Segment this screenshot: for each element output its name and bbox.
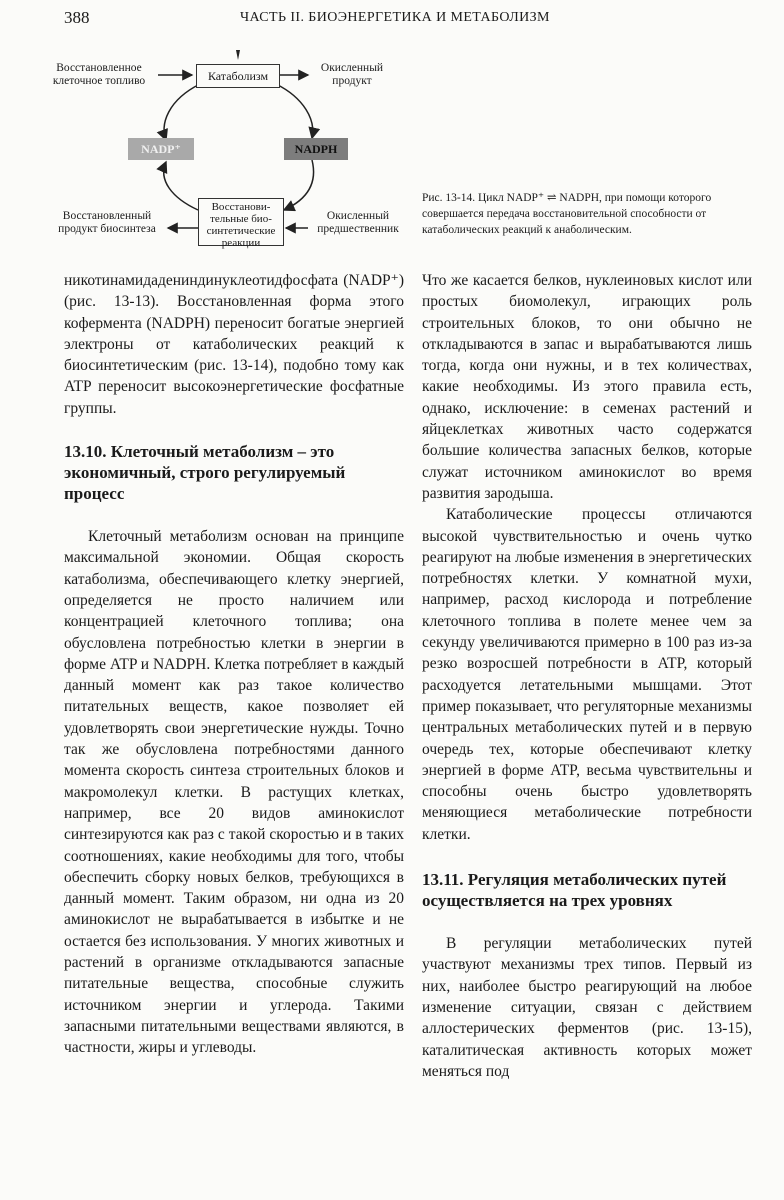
label-reduced-biosynthesis-product: Восстановленный продукт биосинтеза	[58, 210, 156, 236]
box-catabolism: Катаболизм	[196, 64, 280, 88]
paragraph: никотинамидадениндинуклеотидфосфата (NADP⁺) (рис. 13-13). Восстановленная форма этого кофермента (NADPH) переносит богатые энергией электроны от катаболических реакций к биосинтетическим (рис. 13-14), подобно тому как ATP переносит высокоэнергетические фосфатные группы.	[64, 272, 404, 417]
label-nadp: NADP⁺	[128, 138, 194, 160]
paragraph: В регуляции метаболических путей участвуют механизмы трех типов. Первый из них, наиболее быстро реагирующий на любое изменение ситуации, связан с действием аллостерических ферментов (рис. 13-15), каталитическая активность которых может меняться под	[422, 935, 752, 1080]
label-oxidized-product: Окисленный продукт	[320, 62, 384, 88]
paragraph: Что же касается белков, нуклеиновых кислот или простых биомолекул, играющих роль строительных блоков, то они обычно не откладываются в запас и вырабатываются лишь тогда, когда они нужны, и в тех количествах, какие необходимы. Из этого правила есть, однако, исключение: в семенах растений и яйцеклетках животных часто содержатся большие количества запасных белков, которые служат источником аминокислот во время развития зародыша.	[422, 272, 752, 502]
right-column	[422, 270, 752, 1082]
running-head: ЧАСТЬ II. БИОЭНЕРГЕТИКА И МЕТАБОЛИЗМ	[240, 10, 550, 25]
figure-13-14	[40, 48, 410, 260]
page-header	[0, 8, 784, 32]
box-biosynthetic-reactions: Восстанови- тельные био- синтетические реакции	[198, 198, 284, 246]
label-reduced-fuel: Восстановленное клеточное топливо	[52, 62, 146, 88]
section-heading-13-10: 13.10. Клеточный метаболизм – это экономичный, строго регулируемый процесс	[64, 442, 346, 504]
label-oxidized-precursor: Окисленный предшественник	[317, 210, 399, 236]
paragraph: Клеточный метаболизм основан на принципе максимальной экономии. Общая скорость катаболизма, обеспечивающего клетку энергией, определяется не просто наличием или концентрацией клеточного топлива; она обусловлена потребностью клетки в энергии в форме ATP и NADPH. Клетка потребляет в каждый данный момент как раз такое количество питательных веществ, какое позволяет ей удовлетворять свои энергетические нужды. Точно так же обусловлена потребностями данного момента скорость синтеза строительных блоков и макромолекул клетки. В растущих клетках, например, все 20 видов аминокислот синтезируются как раз с такой скоростью и в таких соотношениях, какие необходимы для того, чтобы обеспечить сборку новых белков, требующихся в данный момент. Таким образом, ни одна из 20 аминокислот не вырабатывается в избытке и не остается без использования. У многих животных и растений в организме откладываются запасные питательные вещества, способные служить источником энергии и углерода. Такими запасными питательными веществами являются, в частности, жиры и углеводы.	[64, 528, 404, 1057]
ink-mark	[236, 50, 240, 60]
paragraph: Катаболические процессы отличаются высокой чувствительностью и очень чутко реагируют на любые изменения в энергетических потребностях клетки. У комнатной мухи, например, расход кислорода и потребление клеточного топлива в полете менее чем за секунду увеличиваются примерно в 100 раз из-за резко возросшей потребности в ATP, который расходуется летательными мышцами. Этот пример показывает, что регуляторные механизмы центральных метаболических путей и в первую очередь тех, которые обеспечивают клетку энергией в форме ATP, весьма чувствительны и способны очень быстро удовлетворять меняющиеся метаболические потребности клетки.	[422, 506, 752, 843]
label-nadph: NADPH	[284, 138, 348, 160]
arc-bottom-right	[284, 160, 314, 210]
arc-bottom-left	[164, 162, 198, 210]
section-heading-13-11: 13.11. Регуляция метаболических путей осуществляется на трех уровнях	[422, 870, 727, 911]
left-column	[64, 270, 404, 1059]
figure-caption: Рис. 13-14. Цикл NADP⁺ ⇌ NADPH, при помощи которого совершается передача восстановительной способности от катаболических реакций к анаболическим.	[422, 192, 712, 236]
arc-top-right	[276, 84, 313, 138]
page-number: 388	[64, 8, 90, 27]
arc-top-left	[164, 84, 200, 140]
